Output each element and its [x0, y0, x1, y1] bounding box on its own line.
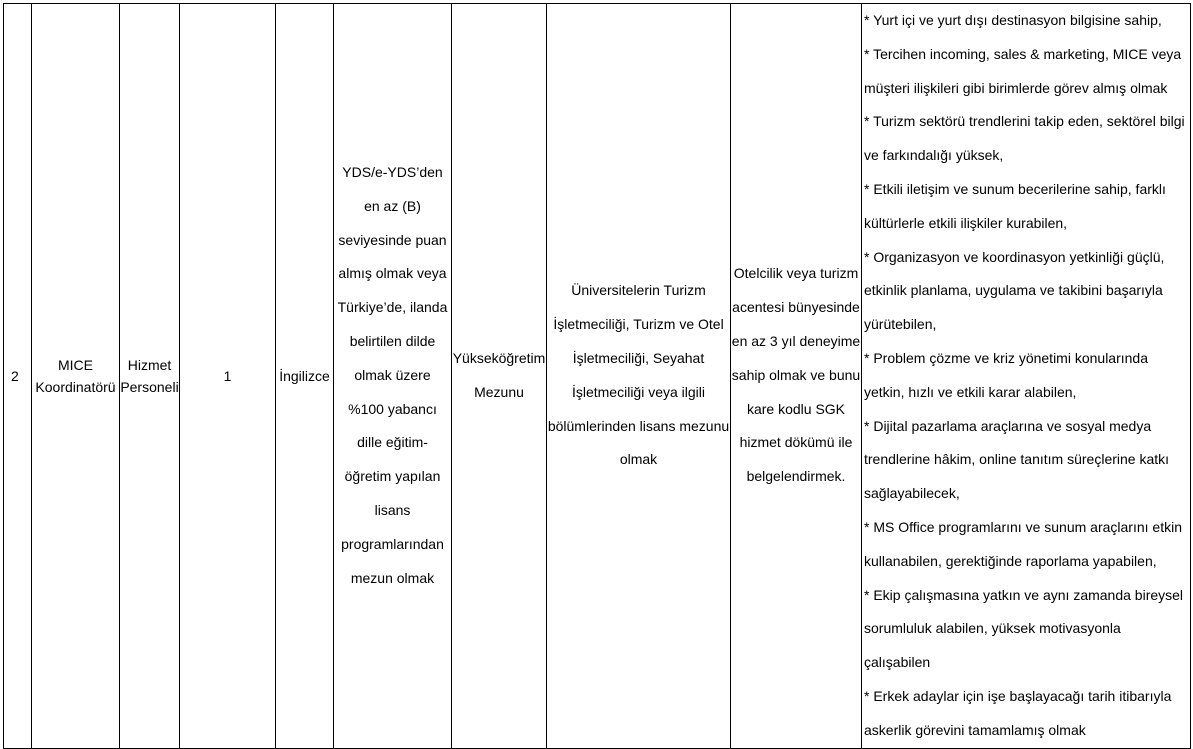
- department-requirement: Üniversitelerin Turizm İşletmeciliği, Turizm ve Otel İşletmeciliği, Seyahat İşletmeciliği veya ilgili bölümlerinden lisans mezunu olmak: [547, 4, 731, 749]
- language: İngilizce: [276, 4, 334, 749]
- table-row: [4, 4, 1191, 749]
- qualifications-list: * Yurt içi ve yurt dışı destinasyon bilgisine sahip, * Tercihen incoming, sales & marketing, MICE veya müşteri ilişkileri gibi birimlerde görev almış olmak * Turizm sektörü trendlerini takip eden, sektörel bilgi ve farkındalığı yüksek, * Etkili iletişim ve sunum becerilerine sahip, farklı kültürlerle etkili ilişkiler kurabilen, * Organizasyon ve koordinasyon yetkinliği güçlü, etkinlik planlama, uygulama ve takibini başarıyla yürütebilen, * Problem çözme ve kriz yönetimi konularında yetkin, hızlı ve etkili karar alabilen, * Dijital pazarlama araçlarına ve sosyal medya trendlerine hâkim, online tanıtım süreçlerine katkı sağlayabilecek, * MS Office programlarını ve sunum araçlarını etkin kullanabilen, gerektiğinde raporlama yapabilen, * Ekip çalışmasına yatkın ve aynı zamanda bireysel sorumluluk alabilen, yüksek motivasyonla çalışabilen * Erkek adaylar için işe başlayacağı tarih itibarıyla askerlik görevini tamamlamış olmak: [862, 4, 1191, 749]
- position-title: MICE Koordinatörü: [32, 4, 120, 749]
- experience-requirement: Otelcilik veya turizm acentesi bünyesinde en az 3 yıl deneyime sahip olmak ve bunu kare kodlu SGK hizmet dökümü ile belgelendirmek.: [731, 4, 862, 749]
- staff-category: Hizmet Personeli: [120, 4, 180, 749]
- job-requirements-table: [3, 3, 1191, 749]
- row-number: 2: [4, 4, 32, 749]
- language-requirement: YDS/e-YDS’den en az (B) seviyesinde puan almış olmak veya Türkiye’de, ilanda belirtilen dilde olmak üzere %100 yabancı dille eğitim- öğretim yapılan lisans programlarından mezun olmak: [334, 4, 452, 749]
- education-level: Yükseköğretim Mezunu: [452, 4, 547, 749]
- position-count: 1: [180, 4, 276, 749]
